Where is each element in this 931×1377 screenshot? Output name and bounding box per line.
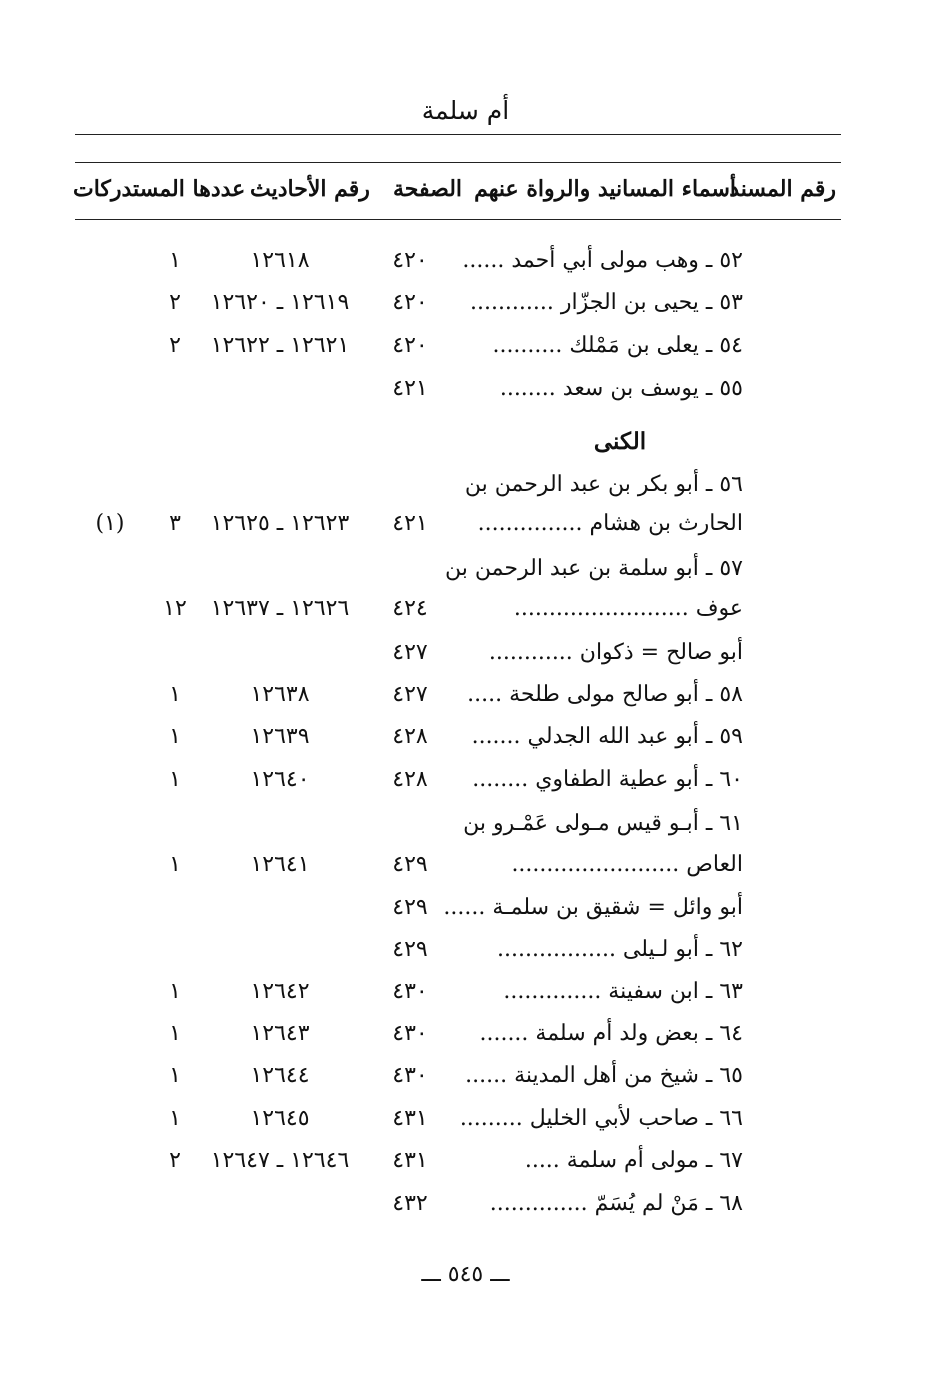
table-row (0, 248, 931, 282)
table-row (0, 724, 931, 758)
header-bottom-rule (75, 219, 841, 220)
entry-hadith-numbers: ١٢٦٢١ ـ ١٢٦٢٢ (210, 333, 350, 358)
entry-page: ٤٢٩ (392, 895, 428, 920)
entry-hadith-numbers: ١٢٦٤٤ (250, 1063, 310, 1088)
entry-name: ٥٤ ـ يعلى بن مَمْلك .......... (492, 333, 743, 358)
entry-hadith-numbers: ١٢٦٤٦ ـ ١٢٦٤٧ (210, 1148, 350, 1173)
entry-name: أبو وائل = شقيق بن سلمـة ...... (443, 895, 743, 920)
entry-mustadrak: (١) (95, 511, 125, 536)
table-row (0, 1148, 931, 1182)
entry-hadith-numbers: ١٢٦٢٦ ـ ١٢٦٣٧ (210, 596, 350, 621)
header-top-rule (75, 162, 841, 163)
entry-count: ١ (169, 767, 181, 792)
entry-page: ٤٢٠ (392, 290, 428, 315)
entry-name: الحارث بن هشام ............... (477, 511, 743, 536)
table-row (0, 937, 931, 971)
entry-count: ١٢ (163, 596, 187, 621)
entry-hadith-numbers: ١٢٦٤٠ (250, 767, 310, 792)
entry-name: ٦٧ ـ مولى أم سلمة ..... (524, 1148, 743, 1173)
entry-count: ١ (169, 682, 181, 707)
entry-page: ٤٢٨ (392, 767, 428, 792)
entry-page: ٤٣٠ (392, 1063, 428, 1088)
entry-count: ١ (169, 248, 181, 273)
entry-hadith-numbers: ١٢٦٤٢ (250, 979, 310, 1004)
entry-page: ٤٢٩ (392, 937, 428, 962)
entry-hadith-numbers: ١٢٦١٨ (250, 248, 310, 273)
entry-name: ٥٧ ـ أبو سلمة بن عبد الرحمن بن (445, 556, 743, 581)
entry-name: ٥٣ ـ يحيى بن الجزّار ............ (469, 290, 743, 315)
table-row (0, 767, 931, 801)
entry-name: ٥٢ ـ وهب مولى أبي أحمد ...... (462, 248, 743, 273)
table-row (0, 895, 931, 929)
entry-name: العاص ........................ (511, 852, 743, 877)
entry-name: ٥٩ ـ أبو عبد الله الجدلي ....... (471, 724, 743, 749)
entry-page: ٤٣١ (392, 1148, 428, 1173)
entry-name: عوف ......................... (513, 596, 743, 621)
entry-hadith-numbers: ١٢٦٤٥ (250, 1106, 310, 1131)
entry-count: ١ (169, 979, 181, 1004)
table-row (0, 979, 931, 1013)
entry-count: ١ (169, 852, 181, 877)
table-row (0, 511, 931, 545)
entry-page: ٤٣١ (392, 1106, 428, 1131)
entry-name: ٦٨ ـ مَنْ لم يُسَمّ .............. (489, 1191, 743, 1216)
header-hadith-numbers: رقم الأحاديث (250, 176, 370, 202)
entry-name: ٦٥ ـ شيخ من أهل المدينة ...... (465, 1063, 743, 1088)
entry-count: ١ (169, 1106, 181, 1131)
entry-page: ٤٢٤ (392, 596, 428, 621)
table-row (0, 596, 931, 630)
entry-count: ٣ (169, 511, 181, 536)
entry-page: ٤٣٢ (392, 1191, 428, 1216)
entry-hadith-numbers: ١٢٦٤١ (250, 852, 310, 877)
entry-name: ٦٠ ـ أبو عطية الطفاوي ........ (472, 767, 743, 792)
page-title: أم سلمة (421, 96, 510, 125)
entry-name: ٦٦ ـ صاحب لأبي الخليل ......... (459, 1106, 743, 1131)
table-row (0, 472, 931, 506)
entry-page: ٤٢١ (392, 376, 428, 401)
entry-page: ٤٢١ (392, 511, 428, 536)
table-row (0, 682, 931, 716)
entry-page: ٤٣٠ (392, 979, 428, 1004)
header-names: أسماء المسانيد والرواة عنهم (474, 176, 736, 202)
table-row (0, 640, 931, 674)
entry-name: ٦٣ ـ ابن سفينة .............. (503, 979, 743, 1004)
entry-page: ٤٢٠ (392, 333, 428, 358)
entry-page: ٤٢٩ (392, 852, 428, 877)
entry-name: ٦٤ ـ بعض ولد أم سلمة ....... (479, 1021, 743, 1046)
table-row (0, 556, 931, 590)
title-divider (75, 134, 841, 135)
table-row (0, 376, 931, 410)
header-musnad-number: رقم المسند (729, 176, 836, 202)
entry-count: ١ (169, 1021, 181, 1046)
entry-count: ٢ (169, 333, 181, 358)
entry-count: ٢ (169, 1148, 181, 1173)
entry-name: ٥٥ ـ يوسف بن سعد ........ (499, 376, 743, 401)
entry-hadith-numbers: ١٢٦٤٣ (250, 1021, 310, 1046)
entry-hadith-numbers: ١٢٦٢٣ ـ ١٢٦٢٥ (210, 511, 350, 536)
page-number: ـــ ٥٤٥ ـــ (421, 1262, 510, 1287)
table-row (0, 1063, 931, 1097)
entry-page: ٤٢٠ (392, 248, 428, 273)
table-row (0, 1106, 931, 1140)
entry-hadith-numbers: ١٢٦٣٨ (250, 682, 310, 707)
entry-page: ٤٢٧ (392, 682, 428, 707)
entry-page: ٤٣٠ (392, 1021, 428, 1046)
header-count-mustadrakat: عددها المستدركات (73, 176, 246, 202)
entry-name: ٥٨ ـ أبو صالح مولى طلحة ..... (467, 682, 743, 707)
entry-name: ٦١ ـ أبـو قيس مـولى عَمْـرو بن (463, 811, 743, 836)
entry-name: ٥٦ ـ أبو بكر بن عبد الرحمن بن (464, 472, 743, 497)
entry-hadith-numbers: ١٢٦٣٩ (250, 724, 310, 749)
table-row (0, 1191, 931, 1225)
entry-name: ٦٢ ـ أبو لـيلى ................. (497, 937, 743, 962)
entry-count: ١ (169, 724, 181, 749)
entry-count: ١ (169, 1063, 181, 1088)
table-row (0, 290, 931, 324)
entry-page: ٤٢٨ (392, 724, 428, 749)
header-page: الصفحة (393, 176, 463, 202)
table-row (0, 1021, 931, 1055)
entry-page: ٤٢٧ (392, 640, 428, 665)
section-title-kuna: الكنى (593, 428, 647, 455)
entry-count: ٢ (169, 290, 181, 315)
entry-name: أبو صالح = ذكوان ............ (488, 640, 743, 665)
table-row (0, 333, 931, 367)
entry-hadith-numbers: ١٢٦١٩ ـ ١٢٦٢٠ (210, 290, 350, 315)
table-row (0, 811, 931, 845)
table-row (0, 852, 931, 886)
